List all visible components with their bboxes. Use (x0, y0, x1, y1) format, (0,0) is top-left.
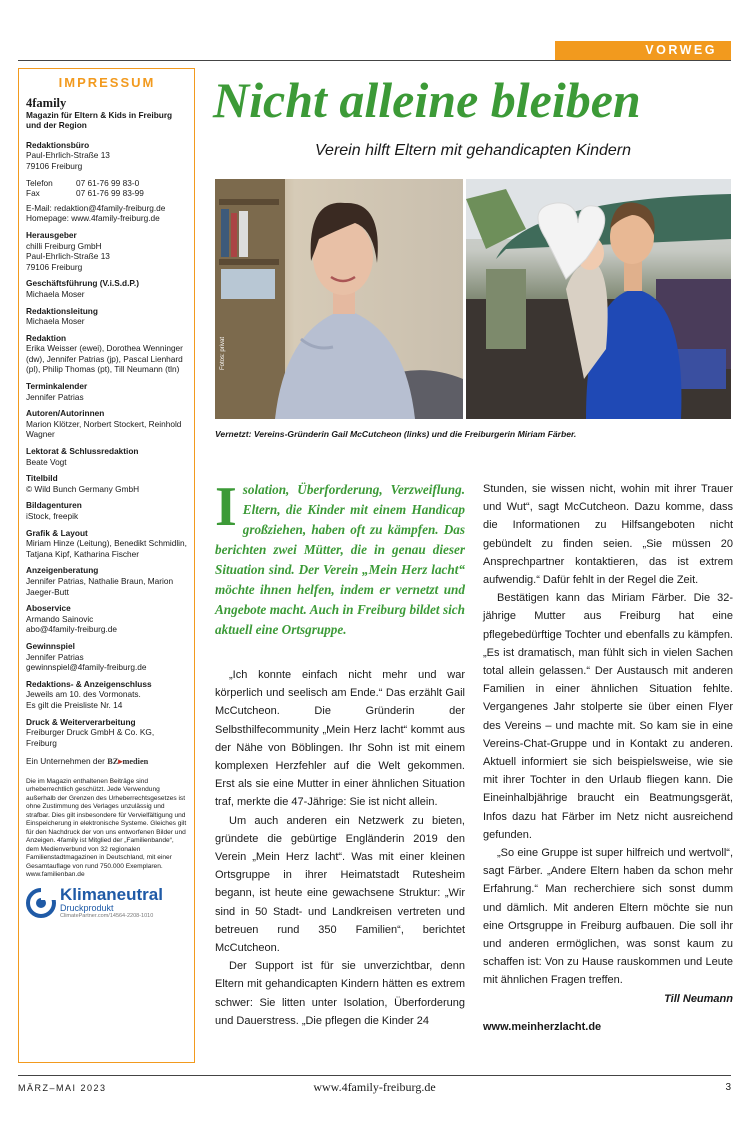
page-number: 3 (725, 1082, 731, 1093)
autoren-line: Marion Klötzer, Norbert Stockert, Reinhold Wagner (26, 418, 182, 440)
footer-website[interactable]: www.4family-freiburg.de (313, 1080, 436, 1094)
article-paragraph: Stunden, sie wissen nicht, wohin mit ihrer Trauer und Wut“, sagt McCutcheon. Dazu komme, dass die Informationen zu Hilfsangeboten nicht gebündelt zu finden seien. „Sie müssen 20 Ansprechpartner kontaktieren, das ist extrem aufwendig.“ Dafür fehlt in der Regel die Zeit. (483, 483, 733, 587)
grafik-line: Miriam Hinze (Leitung), Benedikt Schmidlin, Tatjana Kipf, Katharina Fischer (26, 538, 187, 559)
photo-miriam-faerber (466, 179, 731, 419)
redaktionsbuero-block (26, 140, 188, 224)
article-lead (215, 476, 465, 640)
aboservice-email: abo@4family-freiburg.de (26, 624, 117, 635)
autoren-block (26, 408, 188, 440)
article-paragraph: Bestätigen kann das Miriam Färber. Die 32-jährige Mutter aus Freiburg hat eine pflegebedürftige Tochter und ebenfalls zu kämpfen. „Es ist dramatisch, man fühlt sich in vielen Sachen total allein gelassen.“ Der Austausch mit anderen Familien in einer ähnlichen Situation fehlte. Vergangenes Jahr stolperte sie über einen Flyer des Vereins – und machte mit. So kam sie in eine Vereins-Chat-Gruppe und in Kontakt zu anderen. Aktuell informiert sie sich beispielsweise, wie sie mit ihrer Tochter in den Urlaub fliegen kann. Die Eineinhalbjährige braucht ein Beatmungsgerät, Infos dazu hat Färber im Netz nicht ausreichend gefunden. (483, 592, 733, 841)
fax-number: 07 61-76 99 83-99 (76, 188, 144, 199)
titelbild-heading: Titelbild (26, 473, 58, 484)
anzeigenberatung-block (26, 565, 188, 597)
gewinnspiel-heading: Gewinnspiel (26, 640, 75, 651)
lektorat-heading: Lektorat & Schlussredaktion (26, 446, 139, 457)
bildagenturen-heading: Bildagenturen (26, 500, 82, 511)
aboservice-line: Armando Sainovic (26, 613, 94, 624)
redaktion-heading: Redaktion (26, 332, 67, 343)
grafik-block (26, 528, 188, 560)
redaktion-line: Erika Weisser (ewei), Dorothea Wenninger (dw), Jennifer Patrias (jp), Pascal Lienhard (pl), Philip Thomas (pt), Till Neumann (tln) (26, 343, 183, 375)
geschaeftsfuehrung-block (26, 278, 188, 299)
drop-cap: I (215, 476, 237, 538)
redaktionsbuero-heading: Redaktionsbüro (26, 139, 90, 150)
issue-date: MÄRZ–MAI 2023 (18, 1083, 107, 1093)
aboservice-block (26, 603, 188, 635)
grafik-heading: Grafik & Layout (26, 527, 88, 538)
titelbild-block (26, 473, 188, 494)
portrait-illustration (215, 179, 463, 419)
redaktion-block (26, 333, 188, 375)
market-scene-illustration (466, 179, 731, 419)
klimaneutral-title: Klimaneutral (60, 884, 163, 904)
klimaneutral-badge (26, 886, 188, 920)
herausgeber-heading: Herausgeber (26, 229, 77, 240)
legal-notice: Die im Magazin enthaltenen Beiträge sind urheberrechtlich geschützt. Jede Verwendung außerhalb der Grenzen des Urheberrechtsgesetzes ist ohne Zustimmung des Verlages unzulässig und strafbar. Dies gilt insbesondere für Vervielfältigung und Einspeicherung in elektronische Systeme. Gleiches gilt für den Nachdruck der von uns entworfenen Bilder und Anzeigen. 4family ist Mitglied der „Familienbande“, dem Medienverbund von 32 regionalen Familienstadtmagazinen in Deutschland, mit einer Gesamtauflage von rund 750.000 Exemplaren. www.familienban.de (26, 777, 187, 879)
photo-credit: Fotos: privat (220, 336, 226, 370)
section-tag: VORWEG (555, 41, 731, 60)
lektorat-block (26, 446, 188, 467)
magazine-subtitle: Magazin für Eltern & Kids in Freiburg und der Region (26, 109, 173, 131)
terminkalender-heading: Terminkalender (26, 381, 88, 392)
schluss-line: Es gilt die Preisliste Nr. 14 (26, 699, 123, 710)
article-paragraph: „Ich konnte einfach nicht mehr und war körperlich und seelisch am Ende.“ Das erzählt Gail McCutcheon. Die Gründerin der Selbsthilfecommunity „Mein Herz lacht“ kommt aus der Nähe von Böblingen. Ihr Sohn ist mit einem komplexen Herzfehler auf die Welt gekommen. Erst als sie eine Mutter in einer ähnlichen Situation traf, merkte die 47-Jährige: Sie ist nicht allein. (215, 669, 465, 809)
herausgeber-block (26, 230, 188, 272)
photo-caption: Vernetzt: Vereins-Gründerin Gail McCutcheon (links) und die Freiburgerin Miriam Färber. (215, 429, 577, 439)
article-paragraph: „So eine Gruppe ist super hilfreich und wertvoll“, sagt Färber. „Andere Eltern haben da schon mehr Erfahrung.“ Man recherchiere sich sonst dumm und dämlich. Mit anderen Eltern möchte sie nun eine Ortsgruppe in Freiburg aufbauen. Die soll ihr und anderen ermöglichen, was sonst kaum zu schaffen ist: Von zu Hause rauskommen und Leute mit ähnlichen Fragen treffen. (483, 847, 733, 987)
impressum-title: IMPRESSUM (58, 75, 156, 90)
schluss-heading: Redaktions- & Anzeigenschluss (26, 678, 152, 689)
fax-label: Fax (26, 188, 40, 199)
article-column-right (483, 480, 733, 1036)
article-paragraph: Der Support ist für sie unverzichtbar, denn Eltern mit gehandicapten Kindern hätten es extrem schwer: Sie litten unter Isolation, Überforderung und Dauerstress. „Die pflegen die Kinder 24 (215, 960, 465, 1027)
geschaeftsfuehrung-heading: Geschäftsführung (V.i.S.d.P.) (26, 278, 139, 289)
aboservice-heading: Aboservice (26, 603, 71, 614)
article-column-left (215, 476, 465, 1030)
redaktionsbuero-city: 79106 Freiburg (26, 160, 83, 171)
article-headline: Nicht alleine bleiben (213, 72, 641, 128)
network-prefix: Ein Unternehmen der (26, 756, 105, 767)
redaktionsleitung-heading: Redaktionsleitung (26, 305, 98, 316)
terminkalender-block (26, 381, 188, 402)
druck-heading: Druck & Weiterverarbeitung (26, 716, 136, 727)
email-line: E-Mail: redaktion@4family-freiburg.de (26, 202, 166, 213)
klimaneutral-id: ClimatePartner.com/14564-2208-1010 (60, 912, 154, 919)
bz-medien-logo: BZ▸medien (107, 757, 149, 767)
herausgeber-line: chilli Freiburg GmbH (26, 240, 102, 251)
autoren-heading: Autoren/Autorinnen (26, 408, 105, 419)
magazine-brand: 4family (26, 95, 67, 110)
redaktionsleitung-block (26, 306, 188, 327)
impressum-box (18, 68, 195, 1063)
bz-logo-text: BZ (107, 757, 119, 767)
schluss-block (26, 679, 188, 711)
lektorat-line: Beate Vogt (26, 456, 67, 467)
website-link[interactable]: www.meinherzlacht.de (483, 1020, 602, 1033)
herausgeber-line: 79106 Freiburg (26, 261, 83, 272)
schluss-line: Jeweils am 10. des Vormonats. (26, 689, 141, 700)
terminkalender-line: Jennifer Patrias (26, 391, 84, 402)
bildagenturen-line: iStock, freepik (26, 511, 79, 521)
photo-gail-mccutcheon (215, 179, 463, 419)
druck-block (26, 717, 188, 749)
homepage-line: Homepage: www.4family-freiburg.de (26, 213, 160, 224)
anzeigenberatung-heading: Anzeigenberatung (26, 565, 99, 576)
bottom-rule (18, 1075, 731, 1076)
bildagenturen-block (26, 500, 188, 521)
phone-label: Telefon (26, 177, 53, 188)
anzeigenberatung-line: Jennifer Patrias, Nathalie Braun, Marion Jaeger-Butt (26, 575, 174, 597)
climate-partner-icon (26, 888, 56, 918)
geschaeftsfuehrung-line: Michaela Moser (26, 288, 85, 299)
article-paragraph: Um auch anderen ein Netzwerk zu bieten, gründete die gebürtige Engländerin 2019 den Verein „Mein Herz lacht“. Was mit einer kleinen Ortsgruppe in ihrer Heimatstadt Rutesheim begann, ist heute eine gewachsene Struktur: „Wir sind in 50 Stadt- und Landkreisen vertreten und betreuen rund 350 Familien“, berichtet McCutcheon. (215, 814, 465, 955)
druck-line: Freiburg (26, 737, 57, 748)
lead-text: solation, Überforderung, Verzweiflung. Eltern, die Kinder mit einem Handicap großziehen, haben oft zu kämpfen. Das berichten zwei Mütter, die in genau dieser Situation sind. Der Verein „Mein Herz lacht“ möchte ihnen helfen, indem er vernetzt und Angebote macht. Auch in Freiburg bildet sich aktuell eine Ortsgruppe. (215, 482, 465, 637)
fax-row (26, 188, 188, 199)
gewinnspiel-line: Jennifer Patrias (26, 651, 84, 662)
author-name: Till Neumann (664, 992, 733, 1005)
phone-number: 07 61-76 99 83-0 (76, 177, 140, 188)
herausgeber-line: Paul-Ehrlich-Straße 13 (26, 251, 110, 262)
phone-row (26, 178, 188, 189)
titelbild-line: © Wild Bunch Germany GmbH (26, 483, 140, 494)
network-line (26, 756, 188, 768)
redaktionsbuero-street: Paul-Ehrlich-Straße 13 (26, 150, 110, 161)
gewinnspiel-email: gewinnspiel@4family-freiburg.de (26, 662, 147, 673)
medien-logo-text: medien (122, 757, 149, 767)
top-rule (18, 60, 731, 61)
gewinnspiel-block (26, 641, 188, 673)
druck-line: Freiburger Druck GmbH & Co. KG, (26, 727, 155, 738)
klimaneutral-subtitle: Druckprodukt (60, 902, 114, 913)
article-subheadline: Verein hilft Eltern mit gehandicapten Kindern (314, 142, 632, 159)
redaktionsleitung-line: Michaela Moser (26, 316, 85, 327)
